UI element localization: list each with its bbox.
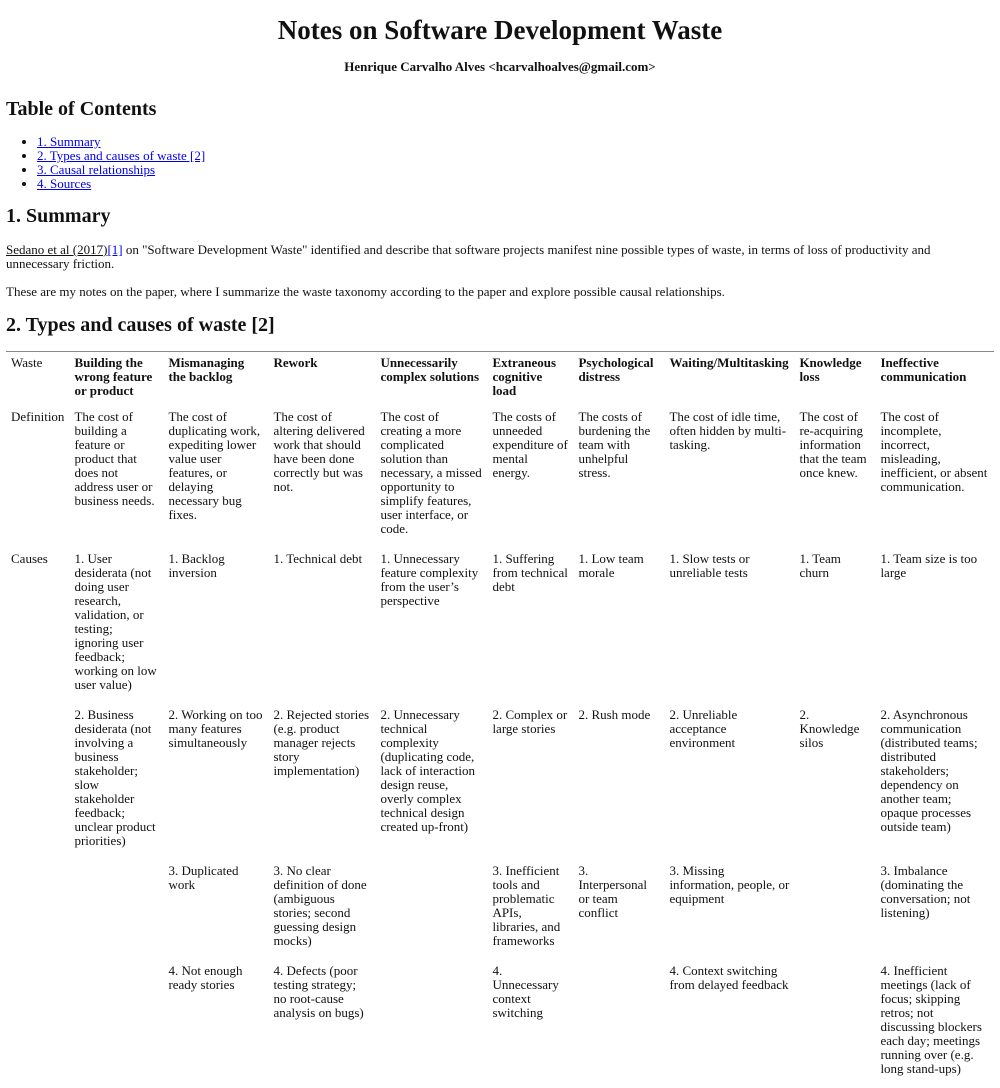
citation-ref-link[interactable]: [1]: [107, 241, 123, 257]
causes-row: [6, 704, 994, 860]
cause-cell: 4. Context switching from delayed feedback: [669, 962, 789, 992]
column-header: Building the wrong feature or product: [74, 354, 153, 398]
row-label-empty: [6, 860, 69, 960]
cause-cell: [375, 960, 487, 1088]
cause-cell: 4. Not enough ready stories: [168, 962, 243, 992]
definition-cell: The cost of incomplete, incorrect, misleading, inefficient, or absent communication.: [880, 408, 988, 494]
toc-list: [6, 135, 994, 191]
causes-row: [6, 960, 994, 1088]
waste-table: [6, 351, 994, 1088]
cause-cell: 2. Business desiderata (not involving a business stakeholder; slow stakeholder feedback; unclear product priorities): [74, 706, 156, 848]
row-label-waste: Waste: [11, 354, 43, 370]
column-header: Ineffective communication: [880, 354, 967, 384]
row-label-definition: Definition: [11, 408, 65, 424]
definition-cell: The cost of re-acquiring information that the team once knew.: [799, 408, 867, 480]
column-header: Extraneous cognitive load: [492, 354, 556, 398]
cause-cell: 2. Working on too many features simultaneously: [168, 706, 263, 750]
author-line: Henrique Carvalho Alves <hcarvalhoalves@gmail.com>: [344, 58, 656, 74]
summary-heading: 1. Summary: [6, 204, 111, 227]
cause-cell: 2. Complex or large stories: [492, 706, 568, 736]
cause-cell: 4. Unnecessary context switching: [492, 962, 559, 1020]
cause-cell: 1. Slow tests or unreliable tests: [669, 550, 750, 580]
definition-cell: The cost of creating a more complicated solution than necessary, a missed opportunity to simplify features, user interface, or code.: [380, 408, 482, 536]
cause-cell: 2. Rush mode: [578, 706, 651, 722]
cause-cell: 3. No clear definition of done (ambiguous stories; second guessing design mocks): [273, 862, 367, 948]
definition-cell: The costs of unneeded expenditure of mental energy.: [492, 408, 568, 480]
toc-item: [37, 149, 994, 163]
summary-paragraph-1-text: on "Software Development Waste" identified and describe that software projects manifest nine possible types of waste, in terms of loss of productivity and unnecessary friction.: [6, 241, 931, 272]
cause-cell: 1. Low team morale: [578, 550, 644, 580]
toc-item: [37, 163, 994, 177]
cause-cell: [69, 960, 163, 1088]
cause-cell: 2. Unnecessary technical complexity (duplicating code, lack of interaction design reuse, overly complex technical design created up-front): [380, 706, 476, 834]
causes-row: [6, 860, 994, 960]
cause-cell: 3. Interpersonal or team conflict: [578, 862, 648, 920]
toc-item: [37, 135, 994, 149]
page-title: Notes on Software Development Waste: [277, 15, 723, 45]
cause-cell: 1. Unnecessary feature complexity from the user’s perspective: [380, 550, 479, 608]
cause-cell: 2. Unreliable acceptance environment: [669, 706, 738, 750]
cause-cell: 1. Backlog inversion: [168, 550, 225, 580]
types-heading: 2. Types and causes of waste [2]: [6, 313, 275, 336]
definition-row: [6, 406, 994, 548]
cause-cell: 3. Imbalance (dominating the conversation; not listening): [880, 862, 971, 920]
column-header: Unnecessarily complex solutions: [380, 354, 480, 384]
toc-heading: Table of Contents: [6, 97, 157, 120]
column-header: Knowledge loss: [799, 354, 862, 384]
cause-cell: 3. Duplicated work: [168, 862, 239, 892]
cause-cell: [794, 960, 875, 1088]
cause-cell: 2. Knowledge silos: [799, 706, 860, 750]
toc-link-causal[interactable]: 3. Causal relationships: [37, 161, 156, 177]
cause-cell: [375, 860, 487, 960]
causes-row: [6, 548, 994, 704]
row-label-causes: Causes: [11, 550, 48, 566]
header-row: [6, 351, 994, 406]
summary-paragraph-2: These are my notes on the paper, where I summarize the waste taxonomy according to the paper and explore possible causal relationships.: [6, 283, 725, 299]
column-header: Waiting/Multitasking: [669, 354, 789, 370]
row-label-empty: [6, 960, 69, 1088]
column-header: Rework: [273, 354, 318, 370]
definition-cell: The cost of building a feature or product that does not address user or business needs.: [74, 408, 155, 508]
row-label-empty: [6, 704, 69, 860]
toc-item: [37, 177, 994, 191]
cause-cell: [573, 960, 664, 1088]
column-header: Psychological distress: [578, 354, 654, 384]
definition-cell: The cost of altering delivered work that should have been done correctly but was not.: [273, 408, 365, 494]
definition-cell: The costs of burdening the team with unhelpful stress.: [578, 408, 651, 480]
definition-cell: The cost of duplicating work, expediting lower value user features, or delaying necessary bug fixes.: [168, 408, 261, 522]
cause-cell: [69, 860, 163, 960]
cause-cell: 4. Defects (poor testing strategy; no root-cause analysis on bugs): [273, 962, 364, 1020]
cause-cell: 4. Inefficient meetings (lack of focus; skipping retros; not discussing blockers each day; meetings running over (e.g. long stand-ups): [880, 962, 982, 1076]
cause-cell: 2. Asynchronous communication (distributed teams; distributed stakeholders; dependency on another team; opaque processes outside team): [880, 706, 978, 834]
cause-cell: 1. Team churn: [799, 550, 841, 580]
cause-cell: [794, 860, 875, 960]
cause-cell: 1. User desiderata (not doing user research, validation, or testing; ignoring user feedback; working on low user value): [74, 550, 157, 692]
toc-link-sources[interactable]: 4. Sources: [37, 175, 92, 191]
page: [0, 16, 1000, 1088]
cause-cell: 3. Missing information, people, or equipment: [669, 862, 790, 906]
cause-cell: 1. Technical debt: [273, 550, 363, 566]
column-header: Mismanaging the backlog: [168, 354, 245, 384]
toc-link-summary[interactable]: 1. Summary: [37, 133, 101, 149]
cause-cell: 1. Suffering from technical debt: [492, 550, 568, 594]
cause-cell: 3. Inefficient tools and problematic APIs, libraries, and frameworks: [492, 862, 561, 948]
summary-paragraph-1: [6, 243, 994, 272]
toc-link-types[interactable]: 2. Types and causes of waste [2]: [37, 147, 206, 163]
citation-author-link[interactable]: Sedano et al (2017): [6, 241, 108, 257]
cause-cell: 2. Rejected stories (e.g. product manager rejects story implementation): [273, 706, 370, 778]
cause-cell: 1. Team size is too large: [880, 550, 978, 580]
definition-cell: The cost of idle time, often hidden by multi-tasking.: [669, 408, 787, 452]
